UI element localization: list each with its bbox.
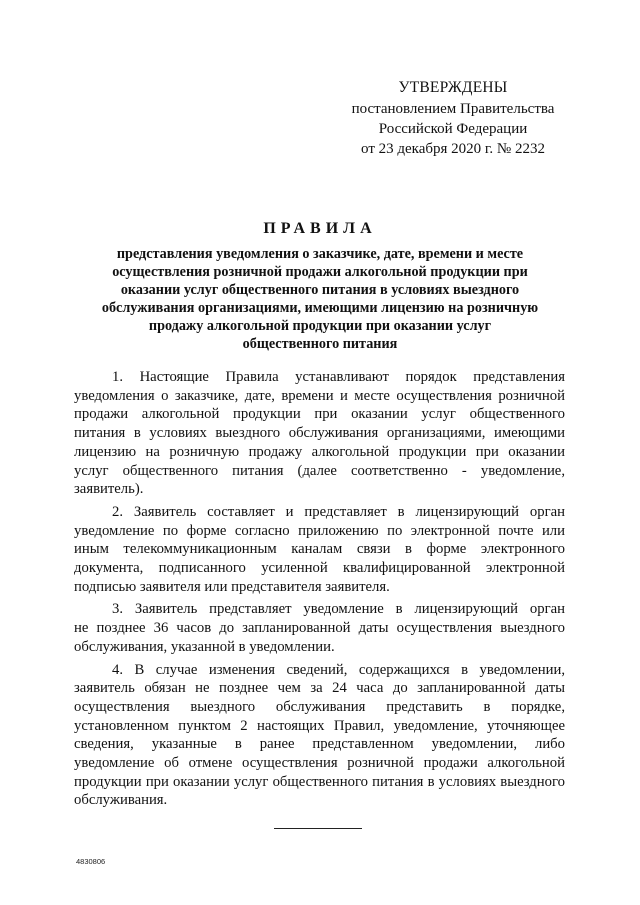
paragraph-line: продукции при оказании услуг общественного питания в условиях выездного — [74, 773, 565, 790]
paragraph-line: заявитель). — [74, 481, 144, 498]
approval-line: от 23 декабря 2020 г. № 2232 — [361, 141, 545, 157]
subtitle-line: представления уведомления о заказчике, дате, времени и месте — [116, 246, 524, 262]
approval-line: постановлением Правительства — [351, 101, 555, 117]
paragraph-line: лицензию на розничную продажу алкогольной продукции при оказании — [74, 443, 565, 460]
approval-heading: УТВЕРЖДЕНЫ — [398, 79, 508, 96]
paragraph-3 — [74, 600, 565, 656]
subtitle-line: осуществления розничной продажи алкогольной продукции при — [112, 264, 528, 280]
paragraph-line: осуществления выездного обслуживания представить в порядке, — [74, 698, 565, 715]
document-subtitle — [80, 245, 560, 353]
approval-line: Российской Федерации — [378, 121, 528, 137]
paragraph-line: сведения, указанные в ранее представленном уведомлении, либо — [74, 736, 565, 753]
paragraph-line: обслуживания. — [74, 792, 168, 809]
paragraph-line: уведомления о заказчике, дате, времени и месте осуществления розничной — [74, 387, 565, 404]
end-divider — [274, 828, 362, 829]
paragraph-line: 4. В случае изменения сведений, содержащихся в уведомлении, — [112, 661, 565, 678]
subtitle-line: продажу алкогольной продукции при оказании услуг — [148, 318, 492, 334]
paragraph-4 — [74, 661, 565, 811]
paragraph-line: уведомление об отмене осуществления розничной продажи алкогольной — [74, 755, 565, 772]
paragraph-line: питания в условиях выездного обслуживания организациями, имеющими — [74, 425, 565, 442]
subtitle-line: оказании услуг общественного питания в условиях выездного — [120, 282, 520, 298]
paragraph-line: уведомление по форме согласно приложению по электронной почте или — [74, 522, 565, 539]
paragraph-line: 2. Заявитель составляет и представляет в лицензирующий орган — [112, 503, 565, 520]
paragraph-2 — [74, 503, 565, 597]
paragraph-line: услуг общественного питания (далее соответственно - уведомление, — [74, 462, 565, 479]
subtitle-line: обслуживания организациями, имеющими лицензию на розничную — [101, 300, 539, 316]
paragraph-line: иным телекоммуникационным каналам связи в форме электронного — [74, 541, 565, 558]
paragraph-line: не позднее 36 часов до запланированной даты осуществления выездного — [74, 620, 565, 637]
document-number: 4830806 — [76, 857, 106, 866]
approval-block — [328, 78, 578, 159]
paragraph-line: подписью заявителя или представителя заявителя. — [74, 578, 390, 595]
paragraph-line: заявитель обязан не позднее чем за 24 часа до запланированной даты — [74, 680, 565, 697]
paragraph-line: установленном пунктом 2 настоящих Правил, уведомление, уточняющее — [74, 717, 565, 734]
paragraph-1 — [74, 368, 565, 499]
paragraph-line: продажи алкогольной продукции при оказании услуг общественного — [74, 406, 565, 423]
paragraph-line: обслуживания, указанной в уведомлении. — [74, 638, 335, 655]
document-title: ПРАВИЛА — [263, 220, 377, 237]
document-body — [74, 368, 565, 814]
paragraph-line: документа, подписанного усиленной квалифицированной электронной — [74, 560, 565, 577]
paragraph-line: 1. Настоящие Правила устанавливают порядок представления — [112, 369, 565, 385]
paragraph-line: 3. Заявитель представляет уведомление в лицензирующий орган — [112, 601, 565, 618]
subtitle-line: общественного питания — [242, 336, 398, 352]
